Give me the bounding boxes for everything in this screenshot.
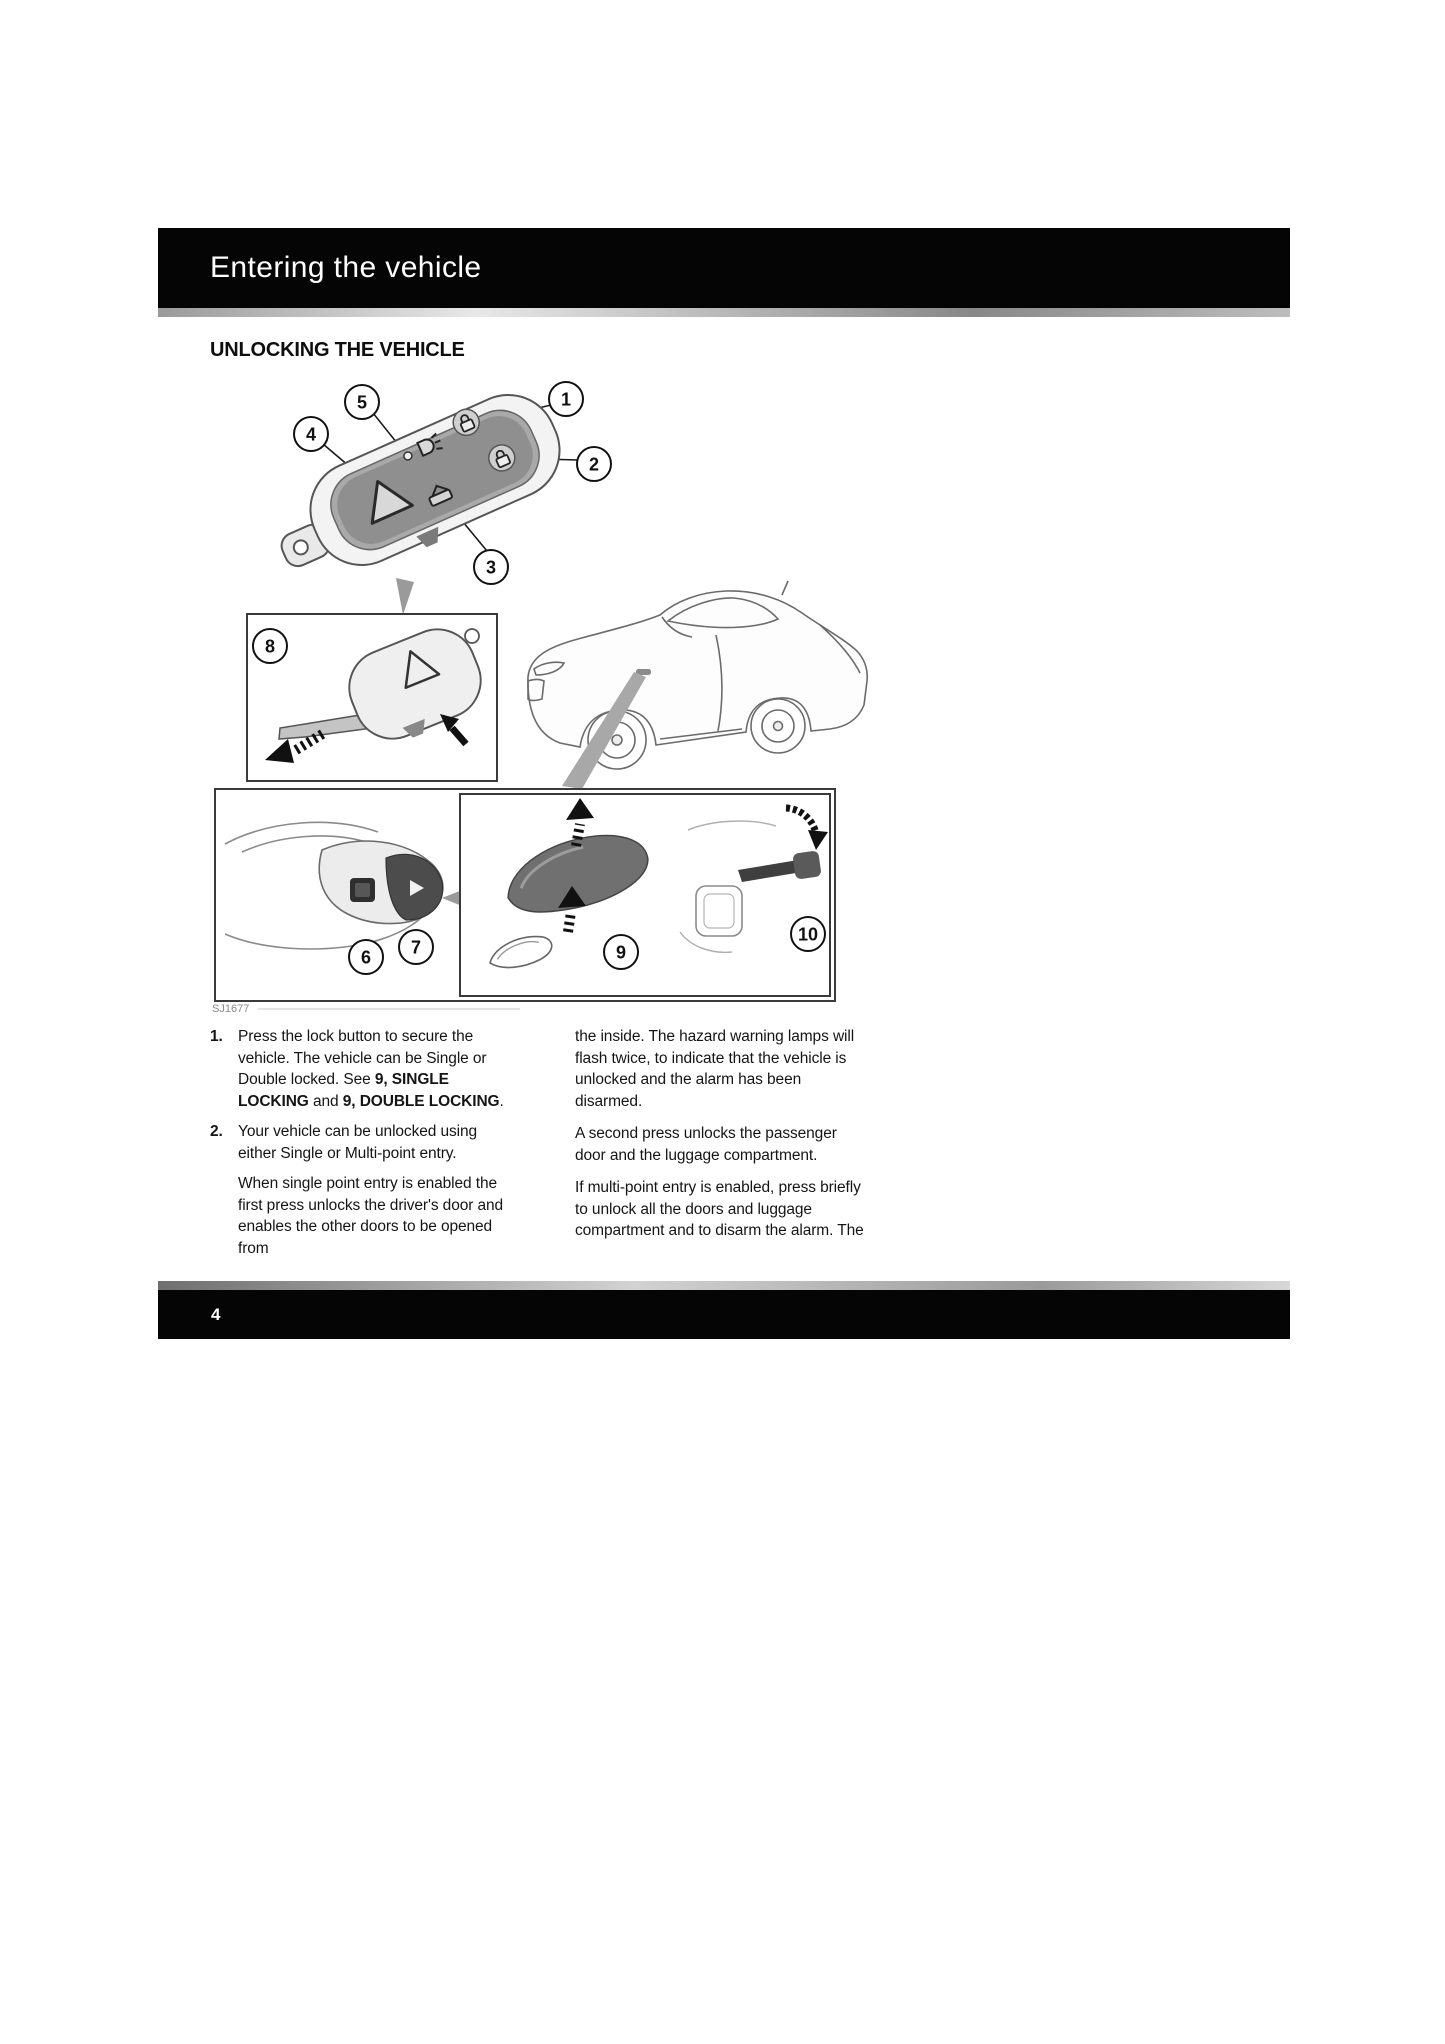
callout-3-label: 3 xyxy=(485,557,497,578)
panel-handle-details xyxy=(215,789,835,1001)
text-column-right xyxy=(575,1026,867,1253)
list-item-2 xyxy=(210,1121,514,1164)
list-item-2-text: Your vehicle can be unlocked using either Single or Multi-point entry. xyxy=(238,1123,478,1162)
list-number-1: 1. xyxy=(210,1028,223,1045)
list-item-1-text xyxy=(238,1026,514,1112)
callout-9 xyxy=(604,935,638,969)
callout-10-label: 10 xyxy=(797,924,819,945)
header-bar xyxy=(158,228,1290,308)
callout-7-label: 7 xyxy=(410,937,422,958)
key-grip xyxy=(792,850,821,879)
callout-10 xyxy=(791,917,825,951)
figure-illustration xyxy=(210,372,1290,1022)
callout-9-label: 9 xyxy=(615,942,627,963)
bold-ref-single-locking: 9, SINGLE LOCKING xyxy=(238,1071,449,1110)
callout-8-label: 8 xyxy=(264,636,276,657)
callout-4 xyxy=(294,417,328,451)
footer-bar xyxy=(158,1290,1290,1339)
text-run: . xyxy=(499,1092,504,1110)
text-column-left xyxy=(210,1026,514,1259)
paragraph-continuation: the inside. The hazard warning lamps will flash twice, to indicate that the vehicle is unlocked and the alarm has been disarmed. xyxy=(575,1028,855,1110)
callout-1 xyxy=(549,382,583,416)
bold-ref-double-locking: 9, DOUBLE LOCKING xyxy=(342,1092,500,1110)
callout-5 xyxy=(345,385,379,419)
fob-rear-button xyxy=(465,629,479,643)
paragraph-single-point: When single point entry is enabled the first press unlocks the driver's door and enables the other doors to be opened from xyxy=(238,1175,504,1257)
list-item-1 xyxy=(210,1026,514,1112)
callout-5-label: 5 xyxy=(356,392,368,413)
key-fob-illustration xyxy=(260,379,577,602)
callout-7 xyxy=(399,930,433,964)
callout-6-label: 6 xyxy=(360,947,372,968)
callout-2-label: 2 xyxy=(588,454,600,475)
paragraph-multi-point: If multi-point entry is enabled, press briefly to unlock all the doors and luggage compartment and to disarm the alarm. The xyxy=(575,1179,864,1239)
figure-code: SJ1677 xyxy=(212,1003,250,1015)
figure-unlocking-vehicle xyxy=(210,372,1290,1022)
callout-8 xyxy=(253,629,287,663)
header-divider xyxy=(158,308,1290,317)
callout-6 xyxy=(349,940,383,974)
page-title: Entering the vehicle xyxy=(210,251,482,284)
antenna xyxy=(782,581,788,595)
footer-divider xyxy=(158,1281,1290,1290)
car-illustration xyxy=(528,581,867,769)
pointer-fob-to-inset xyxy=(396,578,414,615)
car-body-outline xyxy=(528,591,867,747)
page-number: 4 xyxy=(211,1304,221,1324)
callout-4-label: 4 xyxy=(305,424,317,445)
text-run: and xyxy=(308,1092,343,1110)
text-run: Press the lock button to secure the vehicle. The vehicle can be Single or Double locked. See xyxy=(238,1028,487,1088)
section-title: UNLOCKING THE VEHICLE xyxy=(210,339,465,361)
callout-1-label: 1 xyxy=(560,389,572,410)
callout-3 xyxy=(474,550,508,584)
handle-lock-button-inner xyxy=(355,883,370,897)
list-number-2: 2. xyxy=(210,1123,223,1140)
paragraph-second-press: A second press unlocks the passenger door and the luggage compartment. xyxy=(575,1125,837,1164)
callout-2 xyxy=(577,447,611,481)
